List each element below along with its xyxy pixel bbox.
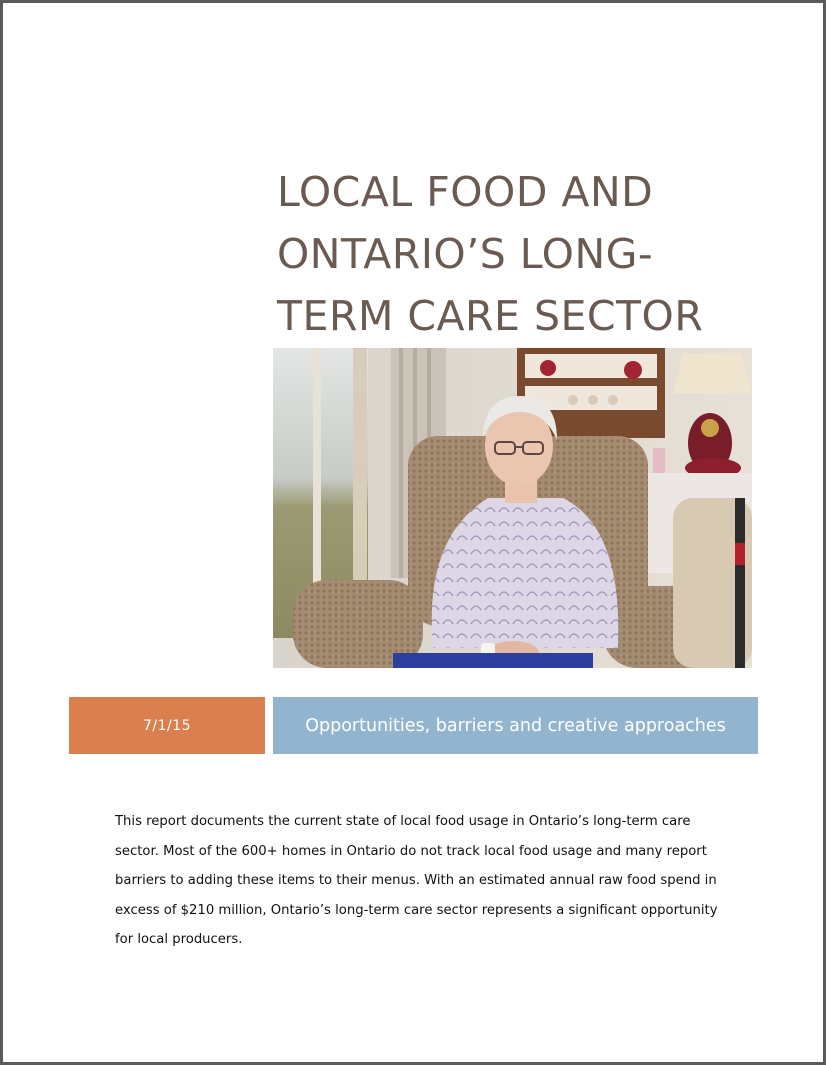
subtitle-banner xyxy=(273,697,758,754)
title-line-2: ONTARIO’S LONG- xyxy=(277,230,654,278)
date-banner xyxy=(69,697,265,754)
abstract-paragraph: This report documents the current state of local food usage in Ontario’s long-term care sector. Most of the 600+ homes in Ontario do not track local food usage and many report barriers to adding these items to their menus. With an estimated annual raw food spend in excess of $210 million, Ontario’s long-term care sector represents a significant opportunity for local producers. xyxy=(115,814,718,947)
title-line-1: LOCAL FOOD AND xyxy=(277,168,654,216)
cover-photo xyxy=(273,348,752,668)
cover-photo-illustration xyxy=(273,348,752,668)
report-subtitle: Opportunities, barriers and creative approaches xyxy=(305,715,726,736)
title-line-3: TERM CARE SECTOR xyxy=(277,292,704,340)
report-date: 7/1/15 xyxy=(142,717,192,734)
report-title xyxy=(277,161,797,347)
